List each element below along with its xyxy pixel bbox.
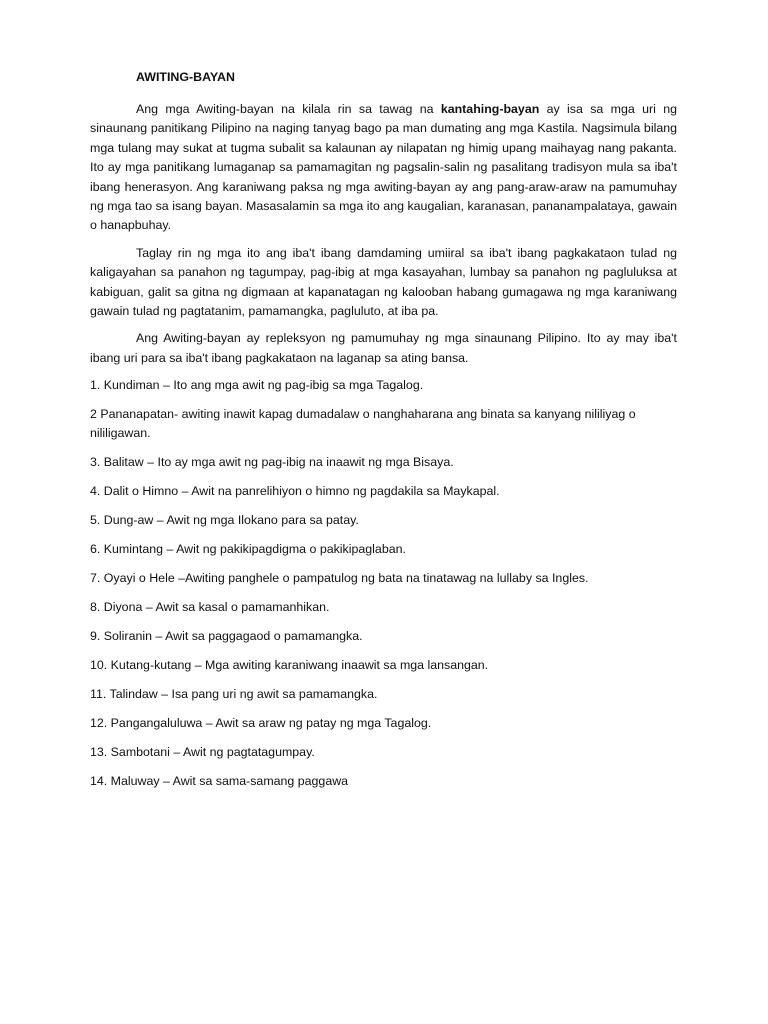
list-item: 5. Dung-aw – Awit ng mga Ilokano para sa patay. <box>90 513 359 528</box>
paragraph-emotions: Taglay rin ng mga ito ang iba't ibang damdaming umiiral sa iba't ibang pagkakataon tulad ng kaligayahan sa panahon ng tagumpay, pag-ibig at mga kasayahan, lumbay sa panahon ng pagluluksa at kabiguan, galit sa gitna ng digmaan at kapanatagan ng kalooban habang gumagawa ng mga karaniwang gawain tulad ng pagtatanim, pamamangka, pagluluto, at iba pa. <box>90 245 677 319</box>
list-item: 13. Sambotani – Awit ng pagtatagumpay. <box>90 745 315 760</box>
list-item: 11. Talindaw – Isa pang uri ng awit sa pamamangka. <box>90 687 378 702</box>
song-types-list <box>90 376 677 791</box>
list-item: 6. Kumintang – Awit ng pakikipagdigma o pakikipaglaban. <box>90 542 406 557</box>
list-item: 10. Kutang-kutang – Mga awiting karaniwang inaawit sa mga lansangan. <box>90 658 489 673</box>
paragraph-intro-lead: Ang mga Awiting-bayan na kilala rin sa tawag na <box>136 102 441 116</box>
list-item: 7. Oyayi o Hele –Awiting panghele o pampatulog ng bata na tinatawag na lullaby sa Ingles. <box>90 571 589 586</box>
list-item: 1. Kundiman – Ito ang mga awit ng pag-ibig sa mga Tagalog. <box>90 378 424 393</box>
list-item: 2 Pananapatan- awiting inawit kapag dumadalaw o nanghaharana ang binata sa kanyang nililiyag o nililigawan. <box>90 407 636 441</box>
list-item: 9. Soliranin – Awit sa paggagaod o pamamangka. <box>90 629 363 644</box>
list-item: 4. Dalit o Himno – Awit na panrelihiyon o himno ng pagdakila sa Maykapal. <box>90 484 500 499</box>
list-item: 3. Balitaw – Ito ay mga awit ng pag-ibig na inaawit ng mga Bisaya. <box>90 455 454 470</box>
list-item: 14. Maluway – Awit sa sama-samang paggawa <box>90 774 349 789</box>
document-title: AWITING-BAYAN <box>136 70 235 84</box>
paragraph-intro-rest: ay isa sa mga uri ng sinaunang panitikang Pilipino na naging tanyag bago pa man dumating ang mga Kastila. Nagsimula bilang mga tulang may sukat at tugma subalit sa kalaunan ay nilapatan ng himig upang maihayag nang pakanta. Ito ay mga panitikang lumaganap sa pamamagitan ng pagsalin-salin ng pasalitang tradisyon mula sa iba't ibang henerasyon. Ang karaniwang paksa ng mga awiting-bayan ay ang pang-araw-araw na pamumuhay ng mga tao sa isang bayan. Masasalamin sa mga ito ang kaugalian, karanasan, pananampalataya, gawain o hanapbuhay. <box>90 102 677 233</box>
paragraph-reflection: Ang Awiting-bayan ay repleksyon ng pamumuhay ng mga sinaunang Pilipino. Ito ay may iba't ibang uri para sa iba't ibang pagkakataon na laganap sa ating bansa. <box>90 331 677 365</box>
list-item: 12. Pangangaluluwa – Awit sa araw ng patay ng mga Tagalog. <box>90 716 432 731</box>
list-item: 8. Diyona – Awit sa kasal o pamamanhikan. <box>90 600 330 615</box>
bold-term-kantahing-bayan: kantahing-bayan <box>440 102 540 116</box>
paragraph-intro <box>90 100 677 236</box>
